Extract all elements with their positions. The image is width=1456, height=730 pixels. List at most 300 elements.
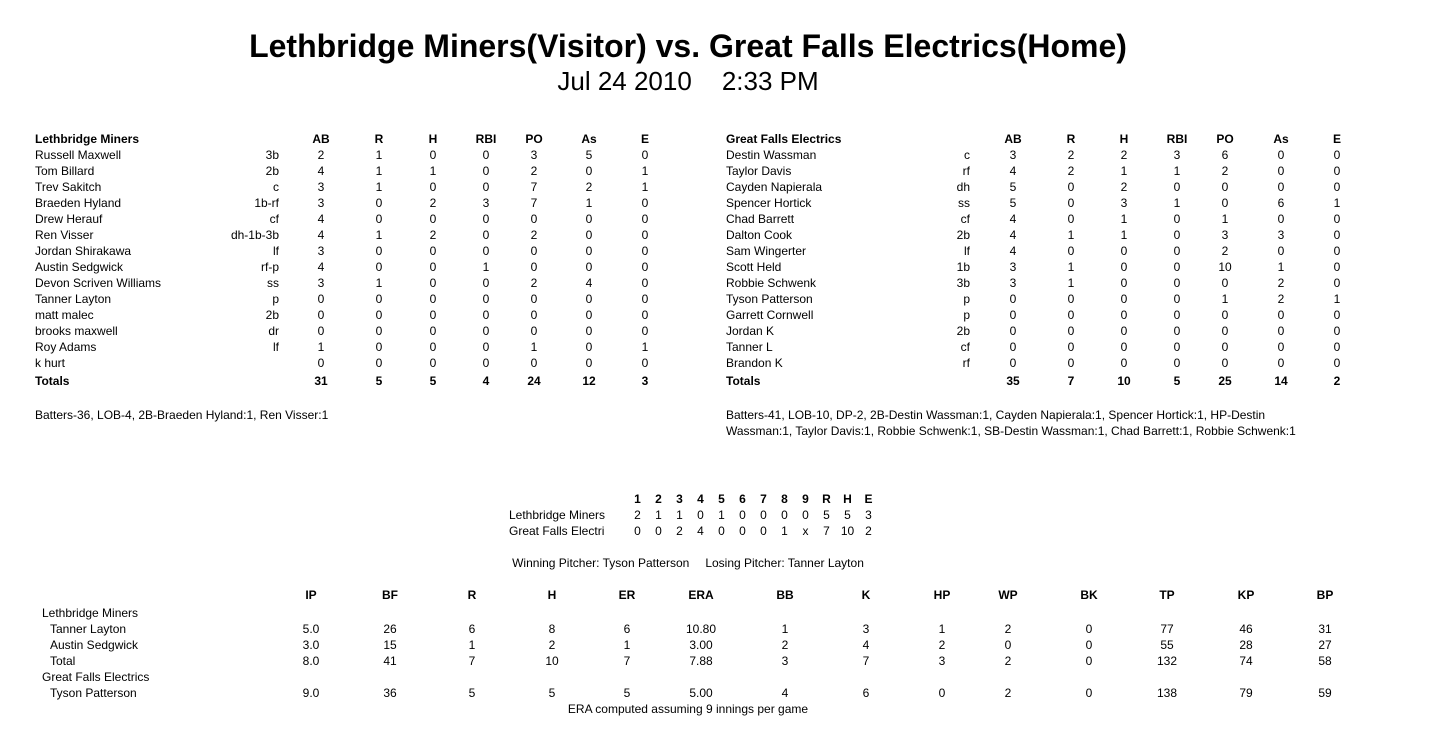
pitching-stat: 27 xyxy=(1318,638,1332,652)
batter-stat: 0 xyxy=(429,340,437,354)
batter-name: Tanner Layton xyxy=(35,292,112,306)
batter-stat: 2 xyxy=(1277,292,1285,306)
pitching-col-header: HP xyxy=(933,588,951,602)
batter-stat: 3 xyxy=(530,148,538,162)
batter-stat: 2 xyxy=(1120,180,1128,194)
batter-position: 2b xyxy=(265,164,279,178)
linescore-cell: x xyxy=(802,524,809,538)
pitching-stat: 10.80 xyxy=(685,622,717,636)
batter-stat: 0 xyxy=(530,308,538,322)
pitching-stat: 7 xyxy=(862,654,870,668)
batting-col-header: AB xyxy=(312,132,330,146)
pitching-stat: 2 xyxy=(1004,686,1012,700)
batter-stat: 0 xyxy=(1221,340,1229,354)
batter-stat: 0 xyxy=(482,308,490,322)
batter-position: rf-p xyxy=(261,260,279,274)
batter-stat: 0 xyxy=(1221,276,1229,290)
batting-col-header: H xyxy=(428,132,438,146)
batter-stat: 0 xyxy=(482,164,490,178)
batting-total: 5 xyxy=(375,374,383,388)
batter-stat: 0 xyxy=(1173,324,1181,338)
batter-stat: 0 xyxy=(1067,324,1075,338)
batting-total: 2 xyxy=(1333,374,1341,388)
batter-stat: 7 xyxy=(530,180,538,194)
batter-stat: 0 xyxy=(1120,292,1128,306)
pitching-stat: 7 xyxy=(623,654,631,668)
linescore-cell: 0 xyxy=(802,508,809,522)
batter-stat: 2 xyxy=(429,228,437,242)
page-title: Lethbridge Miners(Visitor) vs. Great Falls Electrics(Home) xyxy=(249,28,1127,64)
batter-stat: 0 xyxy=(1333,164,1341,178)
pitching-stat: 26 xyxy=(383,622,397,636)
batter-name: Jordan K xyxy=(726,324,775,338)
pitching-stat: 0 xyxy=(1085,654,1093,668)
batter-stat: 0 xyxy=(1277,244,1285,258)
batter-stat: 0 xyxy=(1333,244,1341,258)
pitching-stat: 8.0 xyxy=(302,654,320,668)
batter-stat: 0 xyxy=(429,276,437,290)
batter-stat: 10 xyxy=(1218,260,1232,274)
batter-stat: 0 xyxy=(1173,260,1181,274)
batter-stat: 1 xyxy=(1277,260,1285,274)
batter-stat: 0 xyxy=(1009,308,1017,322)
batter-stat: 0 xyxy=(317,308,325,322)
batter-stat: 0 xyxy=(482,324,490,338)
inning-header: 1 xyxy=(634,492,641,506)
linescore xyxy=(505,491,879,539)
linescore-row-home xyxy=(505,523,879,539)
batting-total: 25 xyxy=(1218,374,1232,388)
batter-stat: 0 xyxy=(317,292,325,306)
batter-name: Sam Wingerter xyxy=(726,244,807,258)
winning-pitcher: Winning Pitcher: Tyson Patterson xyxy=(512,556,690,570)
pitching-stat: 28 xyxy=(1239,638,1253,652)
batter-position: ss xyxy=(958,196,970,210)
batter-stat: 0 xyxy=(375,340,383,354)
linescore-cell: 1 xyxy=(655,508,662,522)
pitching-stat: 0 xyxy=(1085,638,1093,652)
batter-position: 2b xyxy=(265,308,279,322)
linescore-cell: 5 xyxy=(823,508,830,522)
batter-position: dr xyxy=(268,324,279,338)
pitching-stat: 2 xyxy=(548,638,556,652)
batter-stat: 0 xyxy=(1277,164,1285,178)
batting-total: 7 xyxy=(1067,374,1075,388)
batter-stat: 0 xyxy=(1173,180,1181,194)
batter-stat: 3 xyxy=(1120,196,1128,210)
batter-name: Trev Sakitch xyxy=(35,180,102,194)
batting-col-header: E xyxy=(640,132,649,146)
batter-name: Destin Wassman xyxy=(726,148,817,162)
batter-stat: 1 xyxy=(1221,212,1229,226)
batting-col-header: R xyxy=(374,132,384,146)
batter-stat: 0 xyxy=(641,228,649,242)
batter-stat: 0 xyxy=(1333,148,1341,162)
batter-stat: 0 xyxy=(1333,308,1341,322)
batter-stat: 0 xyxy=(1173,308,1181,322)
linescore-cell: 0 xyxy=(760,524,767,538)
batter-stat: 1 xyxy=(375,276,383,290)
batter-stat: 0 xyxy=(1277,212,1285,226)
batter-stat: 1 xyxy=(1333,196,1341,210)
batter-position: 1b-rf xyxy=(254,196,279,210)
inning-header: 4 xyxy=(697,492,704,506)
batting-total: 24 xyxy=(527,374,541,388)
batter-stat: 0 xyxy=(1009,340,1017,354)
batter-position: rf xyxy=(962,356,970,370)
batter-stat: 1 xyxy=(429,164,437,178)
totals-label: Totals xyxy=(35,374,70,388)
batter-stat: 0 xyxy=(1277,148,1285,162)
pitching-stat: 5 xyxy=(468,686,476,700)
pitching-col-header: K xyxy=(861,588,871,602)
batter-stat: 0 xyxy=(530,356,538,370)
linescore-cell: 2 xyxy=(676,524,683,538)
batter-stat: 0 xyxy=(585,340,593,354)
batter-stat: 0 xyxy=(429,148,437,162)
batter-stat: 0 xyxy=(1120,308,1128,322)
batter-name: Robbie Schwenk xyxy=(726,276,817,290)
batter-position: c xyxy=(964,148,970,162)
batting-total: 5 xyxy=(1173,374,1181,388)
pitching-stat: 3 xyxy=(781,654,789,668)
batter-stat: 3 xyxy=(317,180,325,194)
inning-header: 8 xyxy=(781,492,788,506)
batting-col-header: As xyxy=(1273,132,1289,146)
batter-stat: 3 xyxy=(1009,260,1017,274)
batter-stat: 0 xyxy=(482,180,490,194)
batting-col-header: RBI xyxy=(1166,132,1188,146)
batting-col-header: AB xyxy=(1004,132,1022,146)
batter-stat: 0 xyxy=(429,308,437,322)
batter-stat: 0 xyxy=(1277,356,1285,370)
linescore-cell: 0 xyxy=(697,508,704,522)
batter-stat: 0 xyxy=(585,164,593,178)
batter-stat: 4 xyxy=(1009,244,1017,258)
batter-stat: 0 xyxy=(1333,260,1341,274)
linescore-cell: 4 xyxy=(697,524,704,538)
pitching-stat: 3.0 xyxy=(302,638,320,652)
batter-stat: 1 xyxy=(375,164,383,178)
batter-stat: 6 xyxy=(1221,148,1229,162)
batter-name: Jordan Shirakawa xyxy=(35,244,132,258)
pitching-stat: 1 xyxy=(468,638,476,652)
pitching-stat: 2 xyxy=(1004,654,1012,668)
pitching-stat: 5.0 xyxy=(302,622,320,636)
pitching-stat: 46 xyxy=(1239,622,1253,636)
batter-position: 3b xyxy=(956,276,970,290)
batter-stat: 2 xyxy=(1221,164,1229,178)
batter-stat: 0 xyxy=(1067,196,1075,210)
batter-name: Cayden Napierala xyxy=(726,180,823,194)
batter-stat: 0 xyxy=(1277,180,1285,194)
batter-stat: 0 xyxy=(429,324,437,338)
linescore-cell: 1 xyxy=(676,508,683,522)
batter-stat: 0 xyxy=(1120,244,1128,258)
batting-col-header: H xyxy=(1119,132,1129,146)
pitching-team-name: Great Falls Electrics xyxy=(42,670,150,684)
batter-name: Scott Held xyxy=(726,260,782,274)
batter-stat: 3 xyxy=(317,276,325,290)
batter-stat: 0 xyxy=(641,260,649,274)
batting-total: 14 xyxy=(1274,374,1288,388)
linescore-cell: 1 xyxy=(718,508,725,522)
losing-pitcher: Losing Pitcher: Tanner Layton xyxy=(705,556,864,570)
batter-position: 3b xyxy=(265,148,279,162)
batter-stat: 0 xyxy=(375,196,383,210)
batter-stat: 0 xyxy=(585,356,593,370)
batter-position: p xyxy=(272,292,279,306)
batter-name: Garrett Cornwell xyxy=(726,308,814,322)
batter-stat: 0 xyxy=(482,292,490,306)
pitching-stat: 59 xyxy=(1318,686,1332,700)
batter-stat: 0 xyxy=(317,324,325,338)
team-name-header: Lethbridge Miners xyxy=(35,132,140,146)
batter-stat: 0 xyxy=(1333,212,1341,226)
batter-stat: 3 xyxy=(482,196,490,210)
batter-stat: 1 xyxy=(482,260,490,274)
batter-stat: 0 xyxy=(641,324,649,338)
batter-stat: 0 xyxy=(1009,356,1017,370)
linescore-cell: 0 xyxy=(781,508,788,522)
batter-stat: 0 xyxy=(429,212,437,226)
pitching-stat: 55 xyxy=(1160,638,1174,652)
batting-col-header: PO xyxy=(1216,132,1234,146)
batter-stat: 0 xyxy=(1067,212,1075,226)
pitching-stat: 3.00 xyxy=(689,638,713,652)
batter-stat: 0 xyxy=(585,228,593,242)
batter-name: Tyson Patterson xyxy=(726,292,813,306)
batter-stat: 0 xyxy=(1120,324,1128,338)
batter-stat: 0 xyxy=(1221,308,1229,322)
batter-stat: 6 xyxy=(1277,196,1285,210)
batter-position: 2b xyxy=(956,228,970,242)
batter-name: Spencer Hortick xyxy=(726,196,812,210)
batter-stat: 4 xyxy=(317,228,325,242)
batter-stat: 0 xyxy=(641,212,649,226)
pitching-stat: 138 xyxy=(1156,686,1178,700)
pitching-stat: 9.0 xyxy=(302,686,320,700)
batter-stat: 1 xyxy=(1120,228,1128,242)
batter-position: p xyxy=(963,292,970,306)
linescore-cell: 5 xyxy=(844,508,851,522)
batter-stat: 0 xyxy=(641,292,649,306)
batter-stat: 1 xyxy=(1067,260,1075,274)
batter-stat: 4 xyxy=(1009,212,1017,226)
batter-stat: 2 xyxy=(585,180,593,194)
batter-stat: 0 xyxy=(1120,276,1128,290)
batter-stat: 3 xyxy=(1009,276,1017,290)
pitching-stat: 0 xyxy=(1004,638,1012,652)
pitching-stat: 0 xyxy=(1085,622,1093,636)
batter-stat: 0 xyxy=(1333,180,1341,194)
pitcher-name: Tanner Layton xyxy=(50,622,127,636)
home-batting-notes: Batters-41, LOB-10, DP-2, 2B-Destin Wassman:1, Cayden Napierala:1, Spencer Hortick:1, HP-Destin Wassman:1, Taylor Davis:1, Robbie Schwenk:1, SB-Destin Wassman:1, Chad Barrett:1, Robbie Schwenk:1 xyxy=(726,408,1296,438)
batter-stat: 2 xyxy=(530,228,538,242)
batting-col-header: PO xyxy=(525,132,543,146)
batter-stat: 0 xyxy=(1333,356,1341,370)
pitching-stat: 58 xyxy=(1318,654,1332,668)
batter-stat: 0 xyxy=(585,260,593,274)
batter-stat: 0 xyxy=(375,292,383,306)
batter-stat: 0 xyxy=(1067,180,1075,194)
batter-stat: 2 xyxy=(530,164,538,178)
linescore-cell: 10 xyxy=(840,524,855,538)
batter-name: Devon Scriven Williams xyxy=(35,276,162,290)
batter-stat: 0 xyxy=(585,324,593,338)
linescore-cell: 2 xyxy=(865,524,872,538)
batter-stat: 1 xyxy=(375,228,383,242)
batter-name: Brandon K xyxy=(726,356,783,370)
batter-stat: 1 xyxy=(1333,292,1341,306)
batter-stat: 0 xyxy=(585,292,593,306)
batter-stat: 0 xyxy=(641,308,649,322)
pitching-col-header: BP xyxy=(1316,588,1334,602)
batter-stat: 0 xyxy=(1067,292,1075,306)
batter-stat: 0 xyxy=(482,244,490,258)
batter-stat: 0 xyxy=(482,340,490,354)
pitching-col-header: TP xyxy=(1159,588,1175,602)
batter-stat: 4 xyxy=(317,260,325,274)
pitching-stat: 74 xyxy=(1239,654,1253,668)
game-date: Jul 24 2010 xyxy=(557,66,692,96)
batting-col-header: As xyxy=(581,132,597,146)
batter-stat: 0 xyxy=(641,148,649,162)
pitching-stat: 7.88 xyxy=(689,654,713,668)
batting-total: 35 xyxy=(1006,374,1020,388)
batter-stat: 0 xyxy=(1173,276,1181,290)
batter-stat: 0 xyxy=(429,180,437,194)
batter-name: Taylor Davis xyxy=(726,164,792,178)
batter-stat: 0 xyxy=(1221,180,1229,194)
batter-name: Tanner L xyxy=(726,340,773,354)
pitching-stat: 77 xyxy=(1160,622,1174,636)
batter-stat: 0 xyxy=(1067,340,1075,354)
batter-stat: 1 xyxy=(375,148,383,162)
batter-name: matt malec xyxy=(35,308,94,322)
batter-stat: 0 xyxy=(1120,356,1128,370)
batter-stat: 0 xyxy=(585,308,593,322)
batter-stat: 0 xyxy=(530,260,538,274)
pitching-stat: 31 xyxy=(1318,622,1332,636)
batter-stat: 0 xyxy=(641,244,649,258)
batter-position: lf xyxy=(964,244,970,258)
linescore-row-visitor xyxy=(505,507,879,523)
batter-stat: 0 xyxy=(375,324,383,338)
batter-stat: 0 xyxy=(1277,340,1285,354)
batter-stat: 0 xyxy=(530,212,538,226)
batter-stat: 0 xyxy=(1221,324,1229,338)
batter-stat: 0 xyxy=(530,292,538,306)
batter-stat: 1 xyxy=(375,180,383,194)
batting-col-header: E xyxy=(1332,132,1341,146)
batter-stat: 0 xyxy=(482,212,490,226)
batter-position: lf xyxy=(273,244,279,258)
batter-stat: 2 xyxy=(317,148,325,162)
batter-stat: 2 xyxy=(1067,148,1075,162)
batter-stat: 0 xyxy=(482,228,490,242)
linescore-cell: 3 xyxy=(865,508,872,522)
batter-stat: 2 xyxy=(1277,276,1285,290)
pitching-stat: 2 xyxy=(938,638,946,652)
linescore-cell: 0 xyxy=(718,524,725,538)
pitching-stat: 0 xyxy=(1085,686,1093,700)
game-time: 2:33 PM xyxy=(721,66,819,96)
batter-position: cf xyxy=(269,212,279,226)
era-footnote: ERA computed assuming 9 innings per game xyxy=(567,702,809,716)
batter-stat: 0 xyxy=(429,260,437,274)
hits-header: H xyxy=(843,492,852,506)
batter-stat: 0 xyxy=(1067,308,1075,322)
linescore-cell: 0 xyxy=(634,524,641,538)
batter-stat: 1 xyxy=(1221,292,1229,306)
batter-name: Russell Maxwell xyxy=(35,148,122,162)
batter-stat: 1 xyxy=(641,164,649,178)
batting-col-header: RBI xyxy=(475,132,497,146)
pitching-stat: 6 xyxy=(862,686,870,700)
game-datetime xyxy=(0,66,1376,97)
pitching-stat: 15 xyxy=(383,638,397,652)
batter-stat: 0 xyxy=(1173,292,1181,306)
batter-name: Chad Barrett xyxy=(726,212,795,226)
batter-stat: 1 xyxy=(641,180,649,194)
batter-stat: 1 xyxy=(1120,164,1128,178)
pitching-col-header: ER xyxy=(618,588,636,602)
linescore-cell: 0 xyxy=(739,524,746,538)
batter-stat: 2 xyxy=(1067,164,1075,178)
pitching-col-header: ERA xyxy=(688,588,714,602)
pitching-stat: 4 xyxy=(781,686,789,700)
linescore-cell: 2 xyxy=(634,508,641,522)
inning-header: 5 xyxy=(718,492,725,506)
pitching-stat: 6 xyxy=(468,622,476,636)
batter-stat: 3 xyxy=(1173,148,1181,162)
batter-stat: 0 xyxy=(1173,340,1181,354)
batter-stat: 0 xyxy=(641,356,649,370)
batter-stat: 5 xyxy=(1009,196,1017,210)
batter-stat: 0 xyxy=(585,212,593,226)
batter-stat: 0 xyxy=(1333,324,1341,338)
batter-stat: 0 xyxy=(641,276,649,290)
batter-position: cf xyxy=(960,340,970,354)
batter-position: dh xyxy=(956,180,970,194)
batter-stat: 3 xyxy=(1277,228,1285,242)
batting-col-header: R xyxy=(1066,132,1076,146)
batter-name: k hurt xyxy=(35,356,66,370)
batter-stat: 0 xyxy=(482,356,490,370)
batter-name: Roy Adams xyxy=(35,340,97,354)
batting-total: 12 xyxy=(582,374,596,388)
pitching-stat: 1 xyxy=(938,622,946,636)
batter-name: Tom Billard xyxy=(35,164,95,178)
pitching-stat: 1 xyxy=(623,638,631,652)
pitcher-decisions xyxy=(0,555,1376,571)
batter-name: Braeden Hyland xyxy=(35,196,122,210)
pitcher-name: Tyson Patterson xyxy=(50,686,137,700)
inning-header: 9 xyxy=(802,492,809,506)
batter-stat: 5 xyxy=(585,148,593,162)
batter-stat: 0 xyxy=(530,244,538,258)
inning-header: 7 xyxy=(760,492,767,506)
batter-stat: 2 xyxy=(429,196,437,210)
batter-stat: 0 xyxy=(375,356,383,370)
batter-position: ss xyxy=(267,276,279,290)
linescore-header-row xyxy=(505,491,879,507)
batter-stat: 0 xyxy=(1067,244,1075,258)
pitching-col-header: KP xyxy=(1237,588,1255,602)
batter-stat: 1 xyxy=(530,340,538,354)
batter-position: rf xyxy=(962,164,970,178)
